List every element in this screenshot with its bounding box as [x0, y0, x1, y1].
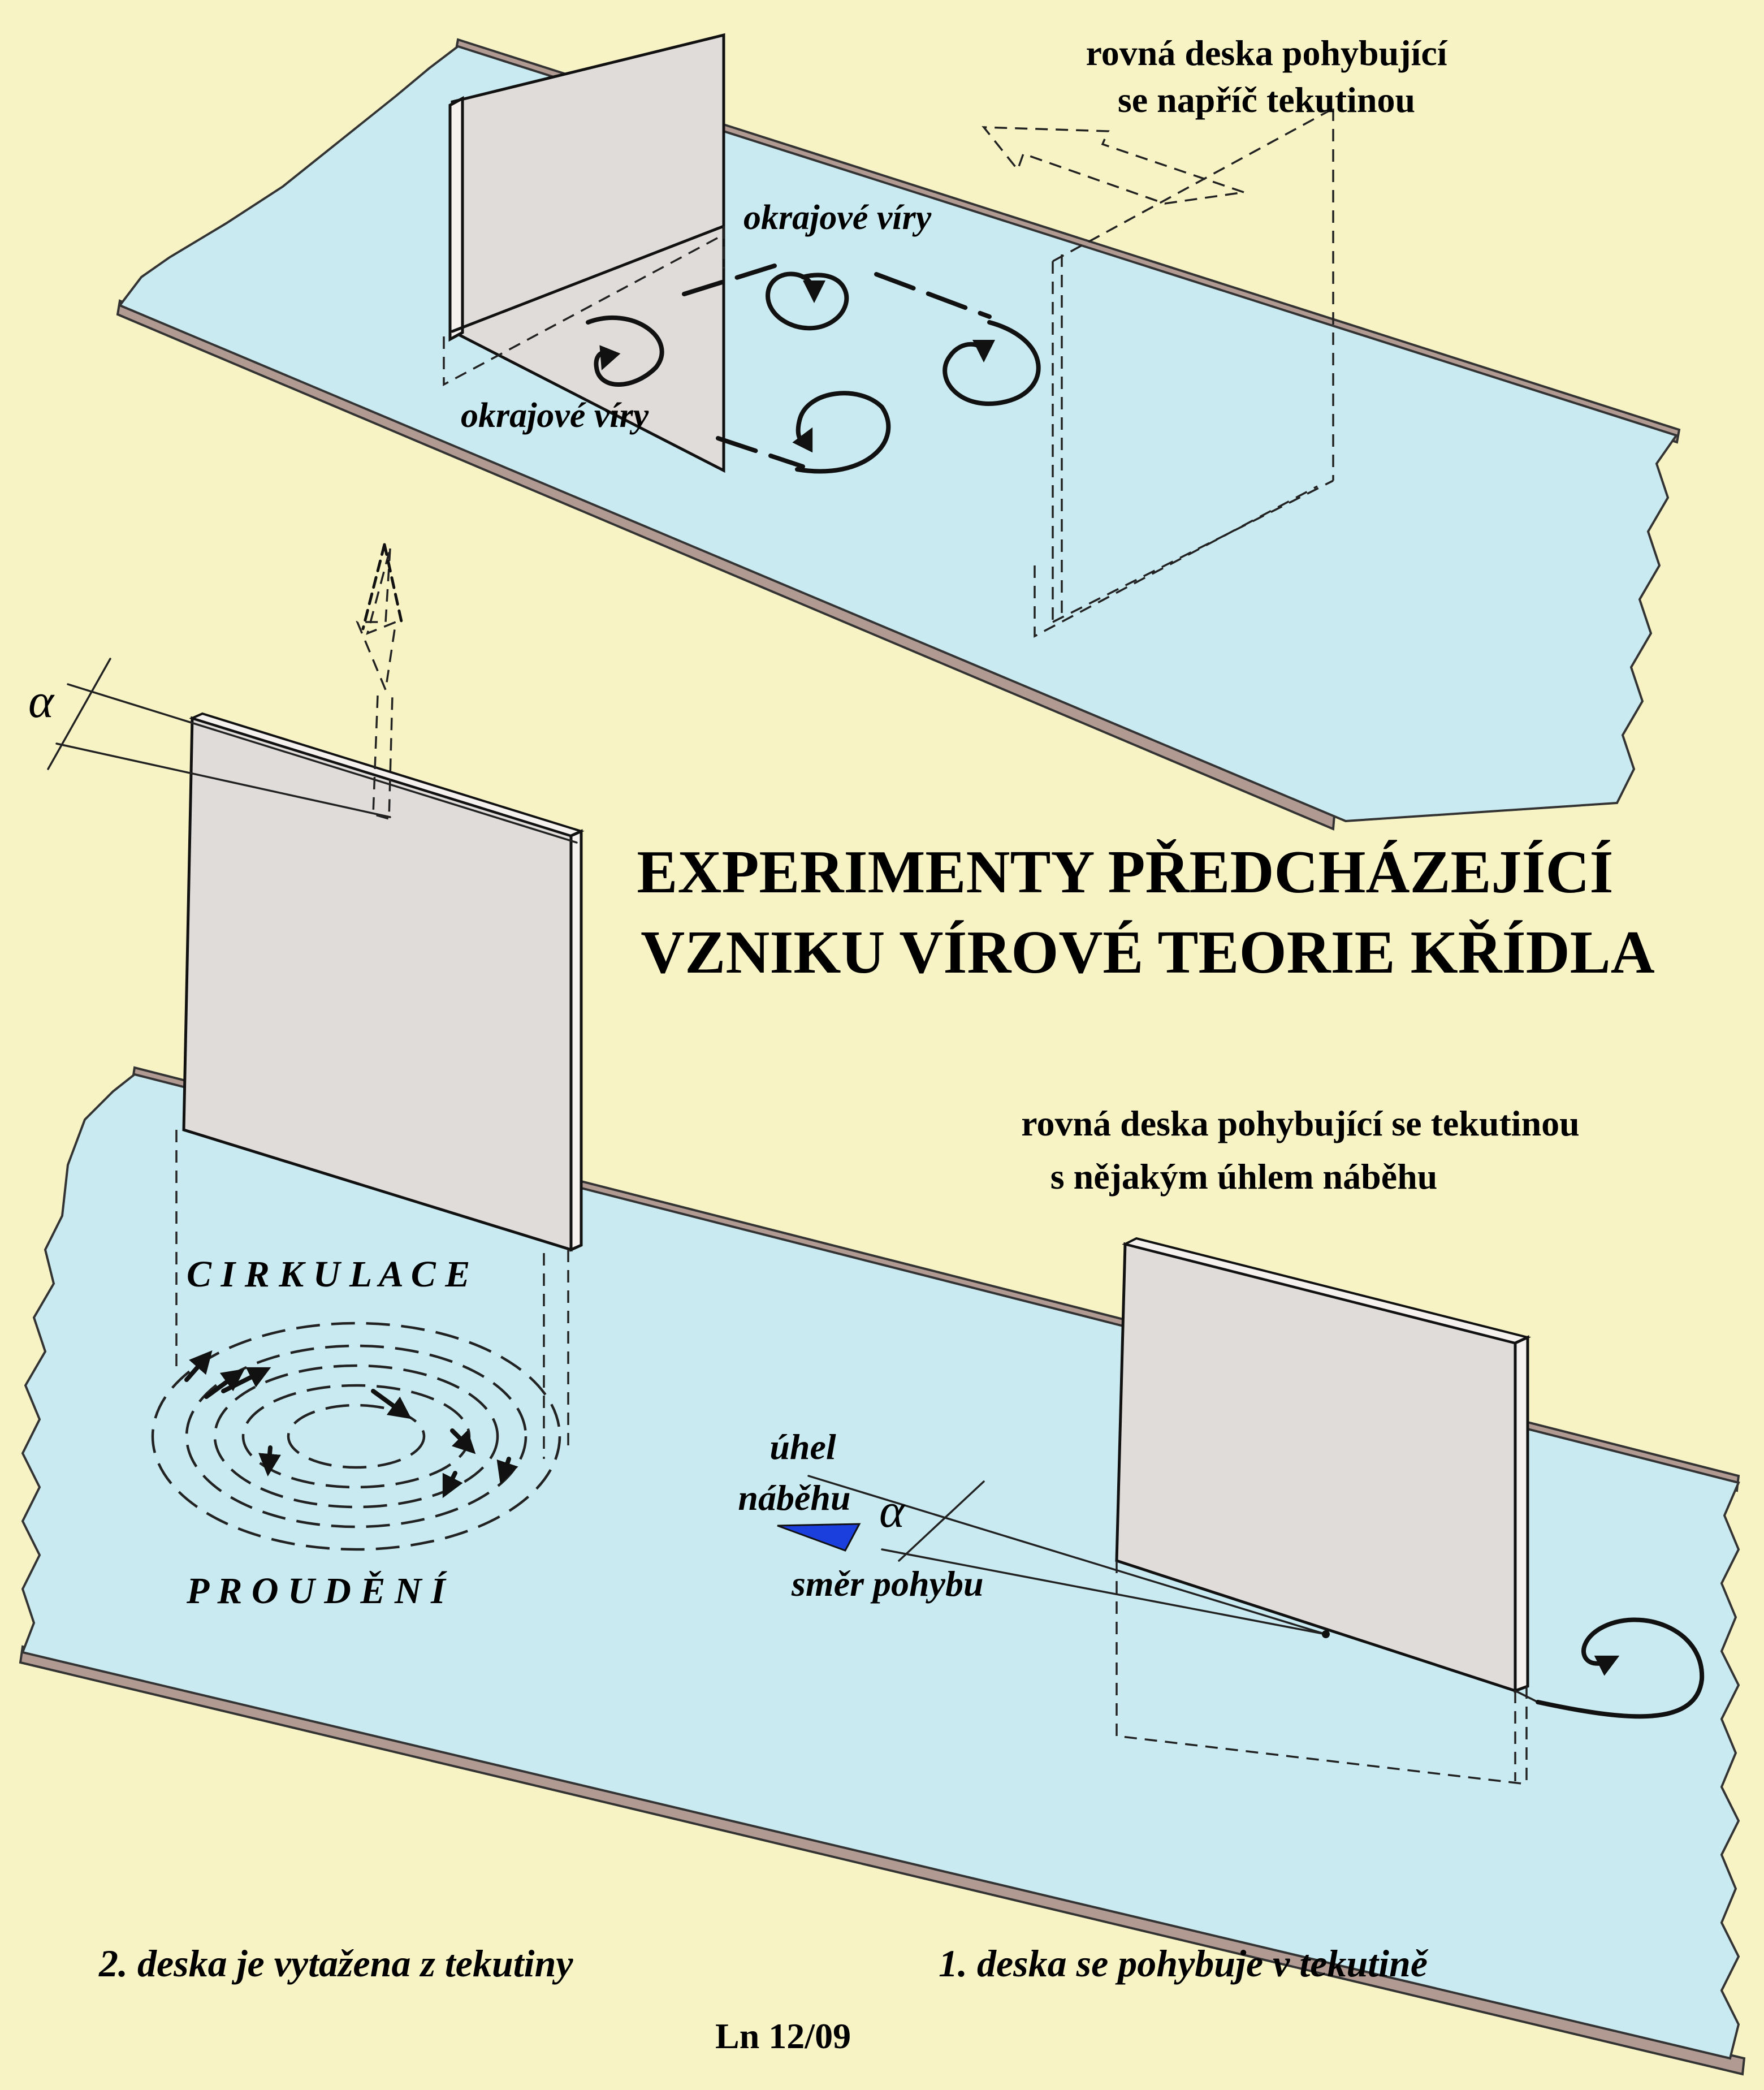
signature: Ln 12/09 — [715, 2016, 851, 2056]
top-motion-arrow — [984, 127, 1244, 204]
top-fluid-sheet — [120, 46, 1676, 821]
bottom-label-line2: s nějakým úhlem náběhu — [1050, 1156, 1438, 1197]
circulation-label: C I R K U L A C E — [187, 1254, 470, 1295]
title-line1: EXPERIMENTY PŘEDCHÁZEJÍCÍ — [637, 839, 1614, 906]
direction-label: směr pohybu — [792, 1564, 984, 1604]
angle-label-line2: náběhu — [738, 1478, 851, 1518]
top-label-line2: se napříč tekutinou — [1117, 80, 1416, 120]
top-label-line1: rovná deska pohybující — [1086, 33, 1447, 73]
vortex-label-lower: okrajové víry — [461, 396, 649, 435]
caption-left: 2. deska je vytažena z tekutiny — [99, 1942, 573, 1985]
top-experiment — [118, 33, 1679, 829]
alpha-bottom-symbol: α — [879, 1483, 905, 1538]
alpha-top-symbol: α — [28, 673, 54, 728]
flow-label: P R O U D Ě N Í — [187, 1570, 446, 1612]
title-line2: VZNIKU VÍROVÉ TEORIE KŘÍDLA — [641, 919, 1655, 986]
angle-label-line1: úhel — [769, 1427, 836, 1467]
caption-right: 1. deska se pohybuje v tekutině — [939, 1942, 1428, 1985]
vortex-label-upper: okrajové víry — [743, 198, 932, 237]
bottom-label-line1: rovná deska pohybující se tekutinou — [1021, 1103, 1580, 1143]
